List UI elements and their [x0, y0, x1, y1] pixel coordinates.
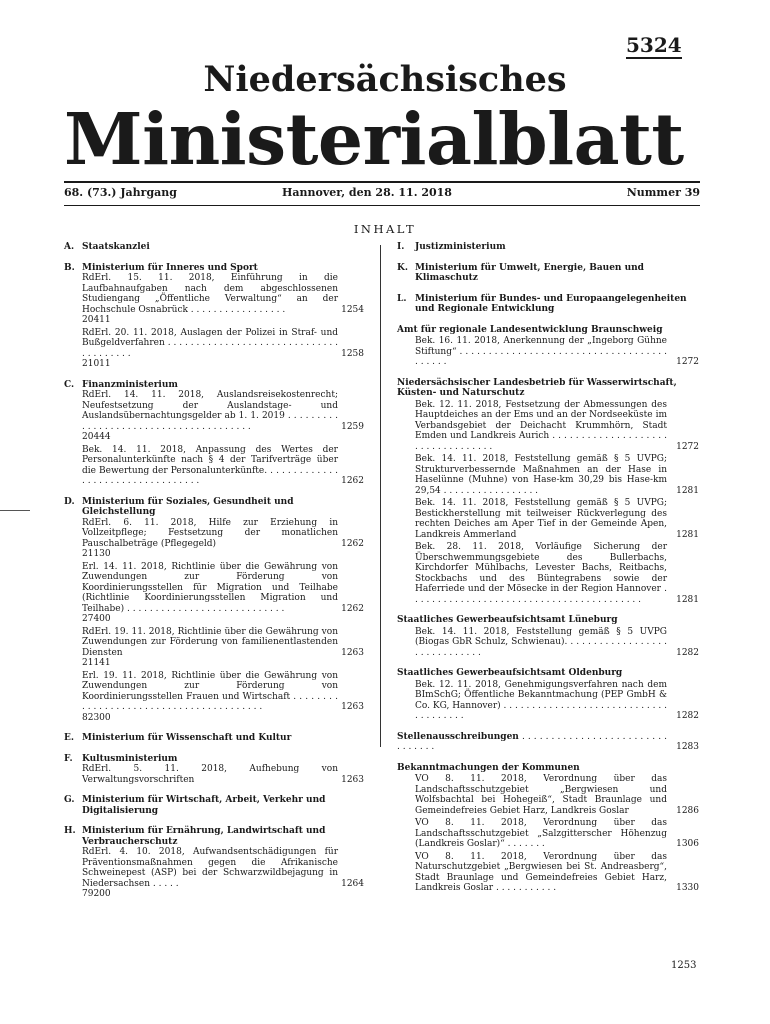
- issue-number-label: Nummer 39: [626, 186, 700, 199]
- section-heading: [64, 242, 364, 253]
- entry-page: 1259: [341, 421, 364, 432]
- section-letter: I.: [397, 242, 405, 252]
- entry-text: Bek. 14. 11. 2018, Anpassung des Wertes der Personalunterkünfte nach § 4 der Tarifverträge über die Bewertung der Personalunterkünfte. . . . . . . . . . . . . . . . . . . . . . . . . . . . . . . . . .: [82, 444, 338, 486]
- entry-text: VO 8. 11. 2018, Verordnung über das Landschaftsschutzgebiet „Salzgitterscher Höhenzug (Landkreis Goslar)“ . . . . . . .: [415, 818, 667, 849]
- entry-text: Bek. 14. 11. 2018, Feststellung gemäß § 5 UVPG; Strukturverbessernde Maßnahmen an der Hase in Haselünne (Muhne) von Hase-km 30,29 bis Hase-km 29,54 . . . . . . . . . . . . . . . . .: [415, 454, 667, 496]
- contents-entry[interactable]: [64, 671, 364, 724]
- contents-section: [397, 242, 699, 253]
- contents-section: [64, 795, 364, 816]
- contents-section: [397, 325, 699, 368]
- contents-entry[interactable]: [397, 400, 699, 453]
- entry-code: 79200: [82, 889, 111, 899]
- section-heading: [64, 826, 364, 847]
- contents-section: [397, 378, 699, 606]
- section-heading: [64, 497, 364, 518]
- section-title: Ministerium für Bundes- und Europaangelegenheiten und Regionale Entwicklung: [415, 293, 687, 314]
- entry-text: VO 8. 11. 2018, Verordnung über das Landschaftsschutzgebiet „Bergwiesen und Wolfsbachtal bei Hohegeiß“, Stadt Braunlage und Gemeindefreies Gebiet Harz, Landkreis Goslar: [415, 774, 667, 816]
- entry-page: 1254: [341, 304, 364, 315]
- entry-page: 1262: [341, 603, 364, 614]
- contents-entry[interactable]: [64, 764, 364, 785]
- contents-entry[interactable]: [397, 454, 699, 496]
- entry-text: RdErl. 6. 11. 2018, Hilfe zur Erziehung in Vollzeitpflege; Festsetzung der monatlichen Pauschalbeträge (Pflegegeld): [82, 517, 338, 549]
- contents-section: [397, 615, 699, 658]
- contents-entry[interactable]: [397, 818, 699, 850]
- contents-section: [64, 826, 364, 900]
- section-title: Stellenausschreibungen: [397, 731, 519, 742]
- contents-entry[interactable]: [397, 627, 699, 659]
- entry-code: 21011: [82, 359, 111, 369]
- entry-text: Bek. 14. 11. 2018, Feststellung gemäß § 5 UVPG (Biogas GbR Schulz, Schwienau). . . . . . . . . . . . . . . . . . . . . . . . . . . . . .: [415, 626, 667, 658]
- contents-heading: INHALT: [353, 222, 417, 236]
- place-date-label: Hannover, den 28. 11. 2018: [282, 186, 452, 199]
- section-title: Staatskanzlei: [82, 242, 150, 252]
- entry-code: 21130: [82, 549, 111, 559]
- entry-text: [397, 732, 667, 753]
- entry-text: Erl. 19. 11. 2018, Richtlinie über die Gewährung von Zuwendungen zur Förderung von Koordinierungsstellen Frauen und Wirtschaft . . . . . . . . . . . . . . . . . . . . . . . . . . . . . . . . . . . . . . . .: [82, 670, 338, 712]
- section-heading: [64, 795, 364, 816]
- contents-entry[interactable]: [397, 732, 699, 753]
- section-title: Finanzministerium: [82, 379, 178, 390]
- entry-page: 1330: [676, 883, 699, 893]
- section-heading: [64, 263, 364, 274]
- section-title: Ministerium für Inneres und Sport: [82, 262, 258, 273]
- entry-code: 82300: [82, 712, 111, 723]
- section-letter: L.: [397, 293, 407, 304]
- section-title: Staatliches Gewerbeaufsichtsamt Oldenburg: [397, 668, 623, 678]
- contents-entry[interactable]: [64, 445, 364, 487]
- section-title: Ministerium für Wissenschaft und Kultur: [82, 733, 292, 743]
- masthead-title: Ministerialblatt: [64, 97, 684, 181]
- entry-text: Bek. 12. 11. 2018, Festsetzung der Abmessungen des Hauptdeiches an der Ems und an der Nordseeküste im Verbandsgebiet der Deichacht Krummhörn, Stadt Emden und Landkreis Aurich . . . . . . . . . . . . . . . . . . . . . . . . . . . . . . . . . .: [415, 399, 667, 452]
- entry-page: 1283: [676, 742, 699, 752]
- section-letter: E.: [64, 733, 74, 743]
- section-title: Ministerium für Umwelt, Energie, Bauen und Klimaschutz: [415, 262, 644, 283]
- section-letter: K.: [397, 262, 408, 273]
- section-heading: [64, 754, 364, 765]
- entry-page: 1262: [341, 476, 364, 486]
- entry-page: 1272: [676, 441, 699, 452]
- contents-section: [64, 242, 364, 253]
- entry-page: 1281: [676, 529, 699, 540]
- entry-text: RdErl. 15. 11. 2018, Einführung in die Laufbahnaufgaben nach dem abgeschlossenen Studiengang „Öffentliche Verwaltung“ an der Hochschule Osnabrück . . . . . . . . . . . . . . . . .: [82, 273, 338, 315]
- section-heading: [397, 294, 699, 315]
- entry-code: 27400: [82, 614, 111, 624]
- volume-label: 68. (73.) Jahrgang: [64, 186, 177, 199]
- entry-page: 1286: [676, 805, 699, 816]
- contents-right-column: [397, 242, 699, 904]
- contents-entry[interactable]: [64, 390, 364, 443]
- section-heading: [64, 733, 364, 744]
- contents-entry[interactable]: [64, 627, 364, 669]
- header-rule-top: [64, 181, 700, 183]
- contents-section: [397, 732, 699, 753]
- entry-text: RdErl. 5. 11. 2018, Aufhebung von Verwaltungsvorschriften: [82, 764, 338, 785]
- issue-header: [64, 186, 700, 202]
- leader-dots: . . . . . . . . . . . . . . . . . . . . . . . . . . . . . . . .: [397, 731, 667, 752]
- entry-page: 1263: [341, 647, 364, 658]
- section-letter: A.: [64, 242, 75, 252]
- masthead-subtitle: Niedersächsisches: [203, 59, 567, 100]
- section-heading: [397, 242, 699, 253]
- contents-section: [397, 763, 699, 894]
- contents-entry[interactable]: [64, 518, 364, 560]
- section-title: Ministerium für Ernährung, Landwirtschaft und Verbraucherschutz: [82, 826, 326, 847]
- section-letter: G.: [64, 795, 75, 805]
- entry-text: Bek. 28. 11. 2018, Vorläufige Sicherung der Überschwemmungsgebiete des Bullerbachs, Kirchdorfer Mühlbachs, Levester Bachs, Reitbachs, Stockbachs und des Büntegrabens sowie der Haferriede und der Mösecke in der Region Hannover . . . . . . . . . . . . . . . . . . . . . . . . . . . . . . . . . . . . . . . . .: [415, 542, 667, 605]
- entry-page: 1282: [676, 711, 699, 721]
- section-title: Bekanntmachungen der Kommunen: [397, 762, 580, 773]
- section-title: Justizministerium: [415, 242, 506, 252]
- section-letter: H.: [64, 826, 76, 836]
- entry-code: 20444: [82, 432, 111, 442]
- entry-page: 1263: [341, 774, 364, 785]
- contents-section: [64, 497, 364, 724]
- contents-section: [397, 668, 699, 722]
- contents-entry[interactable]: [397, 336, 699, 368]
- contents-section: [397, 294, 699, 315]
- contents-entry[interactable]: [64, 562, 364, 625]
- entry-page: 1306: [676, 839, 699, 849]
- section-title: Niedersächsischer Landesbetrieb für Wasserwirtschaft, Küsten- und Naturschutz: [397, 377, 677, 398]
- entry-page: 1258: [341, 348, 364, 359]
- entry-text: RdErl. 19. 11. 2018, Richtlinie über die Gewährung von Zuwendungen zur Förderung von familienentlastenden Diensten: [82, 626, 338, 658]
- entry-text: Erl. 14. 11. 2018, Richtlinie über die Gewährung von Zuwendungen zur Förderung von Koordinierungsstellen für Migration und Teilhabe (Richtlinie Koordinierungsstellen Migration und Teilhabe) . . . . . . . . . . . . . . . . . . . . . . . . . . . .: [82, 561, 338, 614]
- contents-section: [64, 733, 364, 744]
- header-rule-bottom: [64, 205, 700, 206]
- section-letter: B.: [64, 262, 75, 273]
- section-title: Amt für regionale Landesentwicklung Braunschweig: [397, 324, 663, 335]
- entry-text: Bek. 12. 11. 2018, Genehmigungsverfahren nach dem BImSchG; Öffentliche Bekanntmachung (PEP GmbH & Co. KG, Hannover) . . . . . . . . . . . . . . . . . . . . . . . . . . . . . . . . . . . . . .: [415, 679, 667, 721]
- contents-section: [64, 263, 364, 370]
- issue-code: 5324: [626, 33, 682, 57]
- margin-mark: [0, 510, 30, 511]
- contents-left-column: [64, 242, 364, 910]
- contents-section: [64, 380, 364, 487]
- entry-code: 20411: [82, 315, 111, 325]
- section-heading: [397, 263, 699, 284]
- entry-page: 1282: [676, 647, 699, 658]
- entry-page: 1264: [341, 878, 364, 889]
- section-heading: [64, 380, 364, 391]
- entry-page: 1263: [341, 702, 364, 712]
- section-title: Ministerium für Soziales, Gesundheit und Gleichstellung: [82, 496, 294, 517]
- entry-text: RdErl. 20. 11. 2018, Auslagen der Polizei in Straf- und Bußgeldverfahren . . . . . . . . . . . . . . . . . . . . . . . . . . . . . . . . . . . . . . .: [82, 327, 338, 359]
- entry-text: RdErl. 4. 10. 2018, Aufwandsentschädigungen für Präventionsmaßnahmen gegen die Afrikanische Schweinepest (ASP) bei der Schwarzwildbejagung in Niedersachsen . . . . .: [82, 847, 338, 889]
- section-letter: F.: [64, 753, 73, 764]
- page-number: 1253: [671, 960, 697, 971]
- entry-page: 1272: [676, 357, 699, 367]
- entry-text: VO 8. 11. 2018, Verordnung über das Naturschutzgebiet „Bergwiesen bei St. Andreasberg“, Stadt Braunlage und Gemeindefreies Gebiet Harz, Landkreis Goslar . . . . . . . . . . .: [415, 851, 667, 893]
- contents-section: [397, 263, 699, 284]
- entry-page: 1262: [341, 538, 364, 549]
- section-letter: C.: [64, 379, 75, 390]
- contents-entry[interactable]: [64, 328, 364, 370]
- column-divider: [380, 245, 381, 747]
- entry-page: 1281: [676, 485, 699, 496]
- entry-page: 1281: [676, 594, 699, 605]
- entry-text: RdErl. 14. 11. 2018, Auslandsreisekostenrecht; Neufestsetzung der Auslandstage- und Auslandsübernachtungsgelder ab 1. 1. 2019 . . . . . . . . . . . . . . . . . . . . . . . . . . . . . . . . . . . . . . .: [82, 390, 338, 432]
- section-title: Kultusministerium: [82, 753, 178, 764]
- contents-entry[interactable]: [397, 774, 699, 816]
- contents-entry[interactable]: [64, 847, 364, 900]
- section-letter: D.: [64, 496, 75, 507]
- entry-text: Bek. 16. 11. 2018, Anerkennung der „Ingeborg Gühne Stiftung“ . . . . . . . . . . . . . . . . . . . . . . . . . . . . . . . . . . . . . . . . . .: [415, 336, 667, 367]
- contents-entry[interactable]: [397, 542, 699, 605]
- contents-entry[interactable]: [397, 680, 699, 722]
- contents-entry[interactable]: [397, 498, 699, 540]
- entry-text: Bek. 14. 11. 2018, Feststellung gemäß § 5 UVPG; Bestickherstellung mit teilweiser Rückverlegung des rechten Deiches am Aper Tief in der Gemeinde Apen, Landkreis Ammerland: [415, 498, 667, 540]
- section-title: Staatliches Gewerbeaufsichtsamt Lüneburg: [397, 615, 618, 625]
- contents-entry[interactable]: [64, 273, 364, 326]
- contents-entry[interactable]: [397, 852, 699, 894]
- entry-code: 21141: [82, 658, 111, 668]
- section-title: Ministerium für Wirtschaft, Arbeit, Verkehr und Digitalisierung: [82, 795, 326, 816]
- contents-section: [64, 754, 364, 786]
